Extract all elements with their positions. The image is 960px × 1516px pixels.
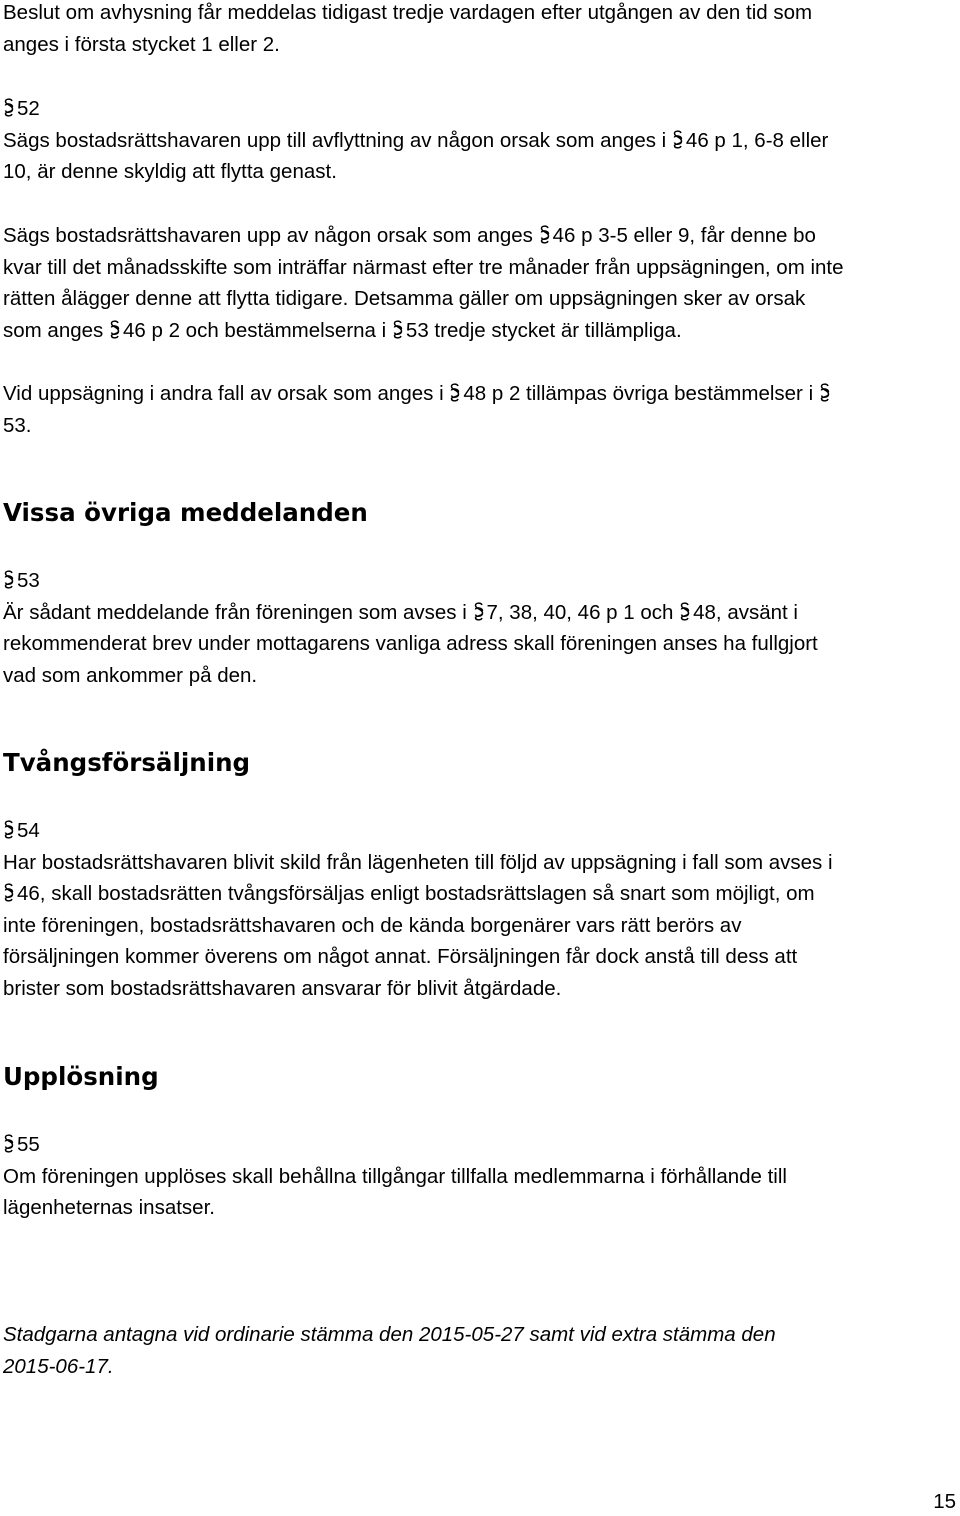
text-line: 2015-06-17. [3,1354,114,1378]
section-number-text: 52 [17,97,40,120]
text-span: 46 p 3-5 eller 9, får denne bo [552,224,816,247]
section-number [3,565,818,597]
section-sign-icon [3,97,15,118]
section-number [3,815,833,847]
heading-vissa-ovriga-meddelanden: Vissa övriga meddelanden [3,498,368,527]
section-54 [3,815,833,1004]
section-sign-icon [3,569,15,590]
text-span: 46 p 2 och bestämmelserna i [122,318,392,342]
text-line: försäljningen kommer överens om något annat. Försäljningen får dock anstå till dess att [3,945,798,968]
heading-upplosning: Upplösning [3,1062,159,1091]
section-number-text: 54 [17,819,40,842]
text-line: rekommenderat brev under mottagarens vanliga adress skall föreningen anses ha fullgjort [3,632,818,655]
text-line [3,315,844,347]
text-line [3,220,844,252]
text-line: anges i första stycket 1 eller 2. [3,32,280,56]
text-line: 10, är denne skyldig att flytta genast. [3,160,337,183]
text-line: Har bostadsrättshavaren blivit skild från lägenheten till följd av uppsägning i fall som avses i [3,850,833,874]
section-sign-icon [3,819,15,840]
section-number-text: 53 [17,569,40,592]
text-span: 48 p 2 tillämpas övriga bestämmelser i [463,382,819,405]
text-span: Vid uppsägning i andra fall av orsak som anges i [3,382,450,405]
adoption-statement [3,1319,776,1382]
text-span: Sägs bostadsrättshavaren upp av någon orsak som anges [3,224,539,247]
text-span: 48, avsänt i [693,600,798,624]
section-sign-icon [449,382,461,403]
section-sign-icon [819,382,831,403]
text-line [3,597,818,629]
section-sign-icon [679,601,691,622]
text-line: 53. [3,413,32,437]
section-sign-icon [539,224,551,245]
text-span: 46 p 1, 6-8 eller [685,128,829,152]
text-line: rätten ålägger denne att flytta tidigare. Detsamma gäller om uppsägningen sker av orsak [3,287,806,310]
page-number: 15 [933,1490,956,1513]
text-span: 53 tredje stycket är tillämpliga. [405,318,682,342]
text-span: Sägs bostadsrättshavaren upp till avflyttning av någon orsak som anges i [3,128,672,152]
section-52 [3,93,828,188]
text-line: brister som bostadsrättshavaren ansvarar för blivit åtgärdade. [3,976,562,1000]
section-sign-icon [3,882,15,903]
section-sign-icon [109,319,121,340]
text-line: kvar till det månadsskifte som inträffar närmast efter tre månader från uppsägningen, om inte [3,255,844,279]
paragraph-avhysning [3,0,812,60]
section-number [3,1129,787,1161]
section-sign-icon [473,601,485,622]
section-52-paragraph-2 [3,220,844,346]
heading-tvangsforsaljning: Tvångsförsäljning [3,748,251,777]
text-span: Är sådant meddelande från föreningen som avses i [3,600,473,624]
text-span: som anges [3,318,109,342]
text-span: 7, 38, 40, 46 p 1 och [486,600,680,624]
section-sign-icon [672,129,684,150]
text-line: Om föreningen upplöses skall behållna tillgångar tillfalla medlemmarna i förhållande till [3,1164,787,1188]
section-sign-icon [3,1133,15,1154]
text-line [3,125,828,157]
section-number [3,93,828,125]
section-52-paragraph-3 [3,378,833,441]
text-line: inte föreningen, bostadsrättshavaren och de kända borgenärer vars rätt berörs av [3,913,742,937]
text-line [3,378,833,410]
section-number-text: 55 [17,1133,40,1156]
section-sign-icon [392,319,404,340]
text-line: Stadgarna antagna vid ordinarie stämma den 2015-05-27 samt vid extra stämma den [3,1323,776,1346]
section-55 [3,1129,787,1224]
text-line: lägenheternas insatser. [3,1196,215,1219]
text-line: Beslut om avhysning får meddelas tidigast tredje vardagen efter utgången av den tid som [3,1,813,24]
text-line [3,878,833,910]
text-line: vad som ankommer på den. [3,663,258,687]
section-53 [3,565,818,691]
text-span: 46, skall bostadsrätten tvångsförsäljas enligt bostadsrättslagen så snart som möjligt, om [17,882,815,905]
